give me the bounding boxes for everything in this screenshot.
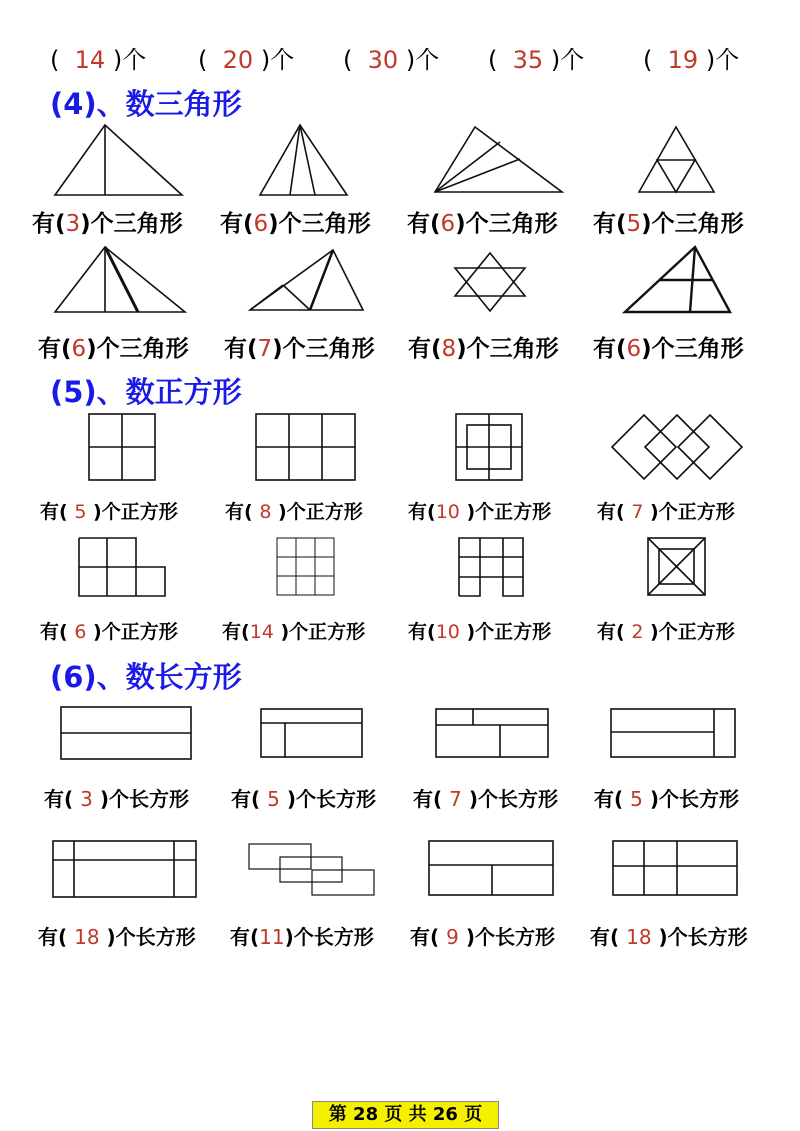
rectangle-figure-2 xyxy=(260,708,365,760)
square-caption-6: 有(14 )个正方形 xyxy=(222,621,366,643)
triangle-figure-1 xyxy=(50,120,190,200)
square-caption-8: 有( 2 )个正方形 xyxy=(597,621,735,643)
triangle-caption-8: 有(6)个三角形 xyxy=(593,336,744,362)
square-figure-1 xyxy=(88,413,158,483)
square-figure-4 xyxy=(610,413,745,483)
section-heading-rectangles: (6)、数长方形 xyxy=(50,660,242,694)
rectangle-figure-7 xyxy=(428,840,556,898)
rectangle-caption-8: 有( 18 )个长方形 xyxy=(590,925,748,949)
square-figure-8 xyxy=(647,537,709,599)
rectangle-caption-7: 有( 9 )个长方形 xyxy=(410,925,555,949)
square-caption-3: 有(10 )个正方形 xyxy=(408,501,552,523)
top-answer-3: ( 30 )个 xyxy=(343,46,440,74)
square-figure-5 xyxy=(78,537,168,599)
square-caption-1: 有( 5 )个正方形 xyxy=(40,501,178,523)
square-figure-3 xyxy=(455,413,525,483)
section-heading-triangles: (4)、数三角形 xyxy=(50,87,242,121)
rectangle-figure-5 xyxy=(52,840,200,900)
top-answer-4: ( 35 )个 xyxy=(488,46,585,74)
square-figure-2 xyxy=(255,413,357,483)
rectangle-figure-6 xyxy=(248,843,378,898)
rectangle-caption-6: 有(11)个长方形 xyxy=(230,925,374,949)
section-heading-squares: (5)、数正方形 xyxy=(50,375,242,409)
triangle-caption-5: 有(6)个三角形 xyxy=(38,336,189,362)
square-caption-7: 有(10 )个正方形 xyxy=(408,621,552,643)
square-caption-2: 有( 8 )个正方形 xyxy=(225,501,363,523)
rectangle-caption-2: 有( 5 )个长方形 xyxy=(231,787,376,811)
triangle-figure-7 xyxy=(450,248,535,316)
triangle-caption-3: 有(6)个三角形 xyxy=(407,211,558,237)
rectangle-caption-4: 有( 5 )个长方形 xyxy=(594,787,739,811)
square-figure-7 xyxy=(458,537,526,599)
rectangle-figure-3 xyxy=(435,708,553,760)
triangle-caption-7: 有(8)个三角形 xyxy=(408,336,559,362)
triangle-figure-3 xyxy=(430,122,570,202)
rectangle-figure-4 xyxy=(610,708,738,760)
rectangle-figure-1 xyxy=(60,706,195,762)
rectangle-caption-1: 有( 3 )个长方形 xyxy=(44,787,189,811)
triangle-figure-5 xyxy=(50,242,190,317)
square-caption-4: 有( 7 )个正方形 xyxy=(597,501,735,523)
triangle-figure-6 xyxy=(245,245,370,315)
triangle-caption-6: 有(7)个三角形 xyxy=(224,336,375,362)
triangle-caption-4: 有(5)个三角形 xyxy=(593,211,744,237)
rectangle-figure-8 xyxy=(612,840,740,898)
top-answer-2: ( 20 )个 xyxy=(198,46,295,74)
rectangle-caption-3: 有( 7 )个长方形 xyxy=(413,787,558,811)
triangle-figure-2 xyxy=(255,120,355,200)
rectangle-caption-5: 有( 18 )个长方形 xyxy=(38,925,196,949)
top-answer-1: ( 14 )个 xyxy=(50,46,147,74)
square-caption-5: 有( 6 )个正方形 xyxy=(40,621,178,643)
top-answer-5: ( 19 )个 xyxy=(643,46,740,74)
triangle-caption-2: 有(6)个三角形 xyxy=(220,211,371,237)
page-footer: 第 28 页 共 26 页 xyxy=(312,1101,499,1129)
triangle-figure-4 xyxy=(636,122,721,197)
triangle-figure-8 xyxy=(620,242,735,317)
triangle-caption-1: 有(3)个三角形 xyxy=(32,211,183,237)
square-figure-6 xyxy=(276,537,338,599)
